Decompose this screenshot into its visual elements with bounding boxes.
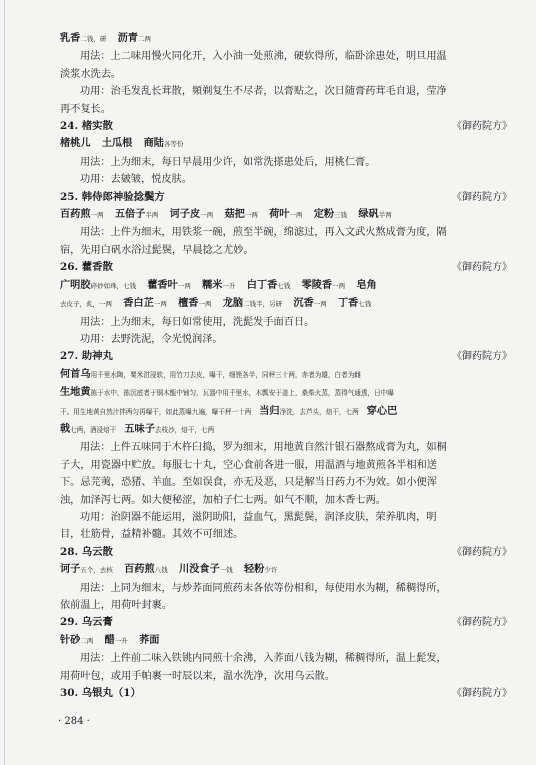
entry-title [60, 348, 512, 365]
entry-source: 《御药院方》 [452, 121, 512, 133]
ingredient-amount: 五个，去核 [80, 566, 113, 575]
formula-line [60, 421, 512, 439]
ingredient-amount: 二钱半，另研 [243, 300, 283, 309]
formula-line [60, 295, 512, 313]
ingredient: 荞面 [139, 633, 160, 646]
entry-source: 《御药院方》 [452, 262, 512, 274]
usage-text: 用法：上为细末，每日如常使用，洗髭发手面百日。 [80, 316, 315, 328]
effect-text: 目，壮筋骨，益精补髓。其效不可细述。 [60, 529, 244, 541]
entry-title [60, 614, 512, 631]
ingredient: 川没食子 [178, 563, 220, 576]
ingredient: 轻粉 [243, 563, 265, 576]
entry-title [60, 685, 512, 702]
ingredient: 丁香 [337, 297, 359, 310]
usage-text: 用法：上件五味同于木杵臼捣，罗为细末，用地黄自然汁银石器熬成膏为丸，如桐 [80, 442, 447, 454]
usage-text: 用法：上同为细末，与炒荞面同煎药末各依等份相和，每使用水为糊，稀稠得所， [80, 582, 447, 594]
formula-line [60, 403, 512, 421]
entry-source: 《御药院方》 [452, 351, 512, 363]
entry-source: 《御药院方》 [452, 546, 512, 558]
ingredient: 乳香 [60, 32, 81, 44]
ingredient: 百药煎 [124, 563, 155, 576]
ingredient: 檀香 [178, 297, 199, 310]
ingredient-amount: 去皮子，炙，一两 [60, 300, 112, 309]
usage-text: 用法：上为细末，每日早晨用少许，如常洗搽患处后，用桃仁膏。 [80, 156, 376, 168]
usage-text: 宿，先用白矾水浴过髭鬓，早晨捻之尤妙。 [60, 244, 254, 256]
entry-source: 《御药院方》 [452, 688, 512, 700]
ingredient: 五味子 [124, 422, 155, 435]
usage-text: 子大，用瓷器中贮放。每服七十丸，空心食前各进一服，用温酒与地黄煎各半相和送 [60, 459, 437, 471]
ingredient-amount: 七钱 [277, 281, 291, 290]
entry-source: 《御药院方》 [452, 191, 512, 203]
ingredient-amount: 半两 [145, 211, 159, 220]
formula-line [60, 632, 512, 650]
entry-heading: 26. 藿香散 [60, 261, 113, 274]
page-content [60, 30, 512, 702]
ingredient-amount: 一钱 [219, 566, 233, 575]
ingredient: 穿心巴 [366, 404, 398, 417]
ingredient: 菇把 [224, 208, 245, 221]
ingredient-note: 去枝沙，焙干，七两 [154, 425, 215, 434]
entry-title [60, 118, 512, 135]
entry-title [60, 259, 512, 276]
ingredient: 广明胶 [60, 278, 91, 291]
entry-title [60, 544, 512, 561]
formula-line [60, 366, 512, 384]
ingredient-amount: 少许 [264, 566, 278, 575]
usage-text: 下。忌芫荑，恐猪、羊血。至如误食，亦无及恶，只是解当日药力不为效。如小便浑 [60, 477, 437, 489]
ingredient: 当归 [259, 404, 280, 417]
effect-text: 功用：去皴皱，悦皮肤。 [80, 174, 193, 186]
effect-text: 再不复长。 [60, 103, 111, 115]
usage-text: 用法：上件为细末，用铁浆一碗，煎至半碗，绵滤过，再入文武火熬成膏为度，隔 [80, 227, 447, 239]
ingredient-amount: 碎炒如珠，七钱 [90, 281, 137, 290]
ingredient: 荷叶 [269, 208, 290, 221]
ingredient: 龙脑 [222, 297, 244, 310]
ingredient-amount: 二两 [138, 35, 151, 43]
ingredient: 生地黄 [60, 386, 91, 399]
ingredient: 商陆 [143, 137, 164, 150]
ingredient-amount: 一两 [153, 300, 167, 309]
usage-text: 淡浆水洗去。 [60, 68, 122, 80]
ingredient-note: 干。用生地黄自然汁拌两匀再曝干，如此蒸曝九遍，曝干秤一十两 [60, 407, 252, 416]
ingredient: 针砂 [60, 633, 81, 646]
ingredient-amount: 一两 [313, 300, 327, 309]
ingredient: 白丁香 [246, 278, 278, 291]
page-number: · 284 · [58, 716, 90, 727]
ingredient-amount: 半两 [378, 211, 392, 220]
ingredient: 藿香叶 [147, 278, 178, 291]
ingredient: 五倍子 [114, 208, 146, 221]
ingredient-note: 用千里水陶，粟米泔浸软，用竹刀去皮，曝干，细锉各半，同秤三十两，赤者为雄，白者为雌 [90, 370, 361, 379]
formula-line [60, 277, 512, 295]
ingredient: 诃子皮 [169, 208, 201, 221]
ingredient: 诃子 [60, 563, 81, 576]
ingredient: 皂角 [356, 278, 377, 291]
usage-text: 依前温上，用荷叶封裹。 [60, 600, 173, 611]
ingredient: 零陵香 [301, 278, 333, 291]
ingredient-amount: 二钱，研 [80, 35, 107, 43]
ingredient: 沉香 [293, 297, 314, 310]
entry-heading: 29. 乌云膏 [60, 616, 113, 629]
ingredient: 香白芷 [123, 297, 154, 310]
ingredient-amount: 一两 [200, 211, 214, 220]
formula-line [60, 135, 512, 153]
ingredient-amount: 一两 [90, 211, 104, 220]
entry-heading: 24. 楮实散 [60, 120, 113, 133]
ingredient-note: 七两，酒浸焙干 [70, 425, 117, 434]
ingredient: 沥青 [117, 32, 138, 44]
entry-title [60, 189, 512, 206]
ingredient: 楮桃儿 [60, 137, 91, 150]
usage-text: 浊，加泽泻七两。如大便秘涩，加柏子仁七两。如气不顺，加木香七两。 [60, 494, 386, 506]
formula-line [60, 30, 512, 48]
ingredient: 何首乌 [60, 367, 91, 380]
usage-text: 用法：上二味用慢火同化开，入小油一处煎沸，硬软得所，临卧涂患处，明旦用温 [80, 51, 447, 63]
ingredient: 戟 [60, 422, 71, 435]
formula-line [60, 384, 512, 402]
usage-text: 用法：上件前二味入铁铫内同煎十余沸，入荞面八钱为糊，稀稠得所，温上髭发， [80, 653, 447, 665]
entry-heading: 28. 乌云散 [60, 545, 113, 558]
ingredient-amount: 七钱 [358, 300, 372, 309]
entry-source: 《御药院方》 [452, 617, 512, 629]
ingredient-amount: 一两 [289, 211, 303, 220]
ingredient: 醋 [104, 633, 115, 646]
ingredient-amount: 一两 [332, 281, 346, 290]
ingredient-amount: 一两 [177, 281, 191, 290]
ingredient-amount: 一两 [198, 300, 212, 309]
ingredient-amount: 一升 [222, 281, 236, 290]
ingredient-amount: 二两 [80, 636, 94, 645]
page-edge-shadow [4, 0, 5, 765]
entry-heading: 25. 韩侍郎神验捻鬓方 [60, 190, 165, 203]
entry-heading: 27. 助神丸 [60, 350, 113, 363]
ingredient-amount: 八钱 [154, 566, 168, 575]
ingredient-amount: 一两 [244, 211, 258, 220]
effect-text: 功用：治阴器不能运用，滋阴助阳，益血气，黑髭鬓，润泽皮肤，荣养肌肉，明 [80, 511, 437, 523]
effect-text: 功用：去野洗泥，令光悦润泽。 [80, 333, 223, 345]
ingredient-note: 拣于水中，拣沉底者于铜木甑中铺匀，瓦器中用千里水，木瓢安于釜上，桑柴火蒸，蒸得气通透，日中曝 [90, 389, 394, 398]
formula-line [60, 206, 512, 224]
ingredient: 土瓜根 [101, 137, 133, 150]
ingredient-note: 净洗，去芦头，焙干，七两 [279, 407, 359, 416]
ingredient: 绿矾 [358, 208, 379, 221]
effect-text: 功用：治毛发乱长茸散，頻剃复生不尽者，以膏贴之，次日随膏药茸毛自退，莹净 [80, 86, 447, 98]
usage-text: 用荷叶包，或用手帕裹一时辰以来，温水洗净，次用乌云散。 [60, 670, 336, 682]
entry-heading: 30. 乌银丸（1） [60, 687, 141, 700]
ingredient: 百药煎 [60, 208, 91, 221]
ingredient: 糯米 [202, 278, 223, 291]
ingredient-amount: 三钱 [334, 211, 348, 220]
ingredient-amount: 各等份 [164, 140, 184, 149]
ingredient: 定粉 [313, 208, 335, 221]
formula-line [60, 561, 512, 579]
ingredient-amount: 一升 [114, 636, 128, 645]
